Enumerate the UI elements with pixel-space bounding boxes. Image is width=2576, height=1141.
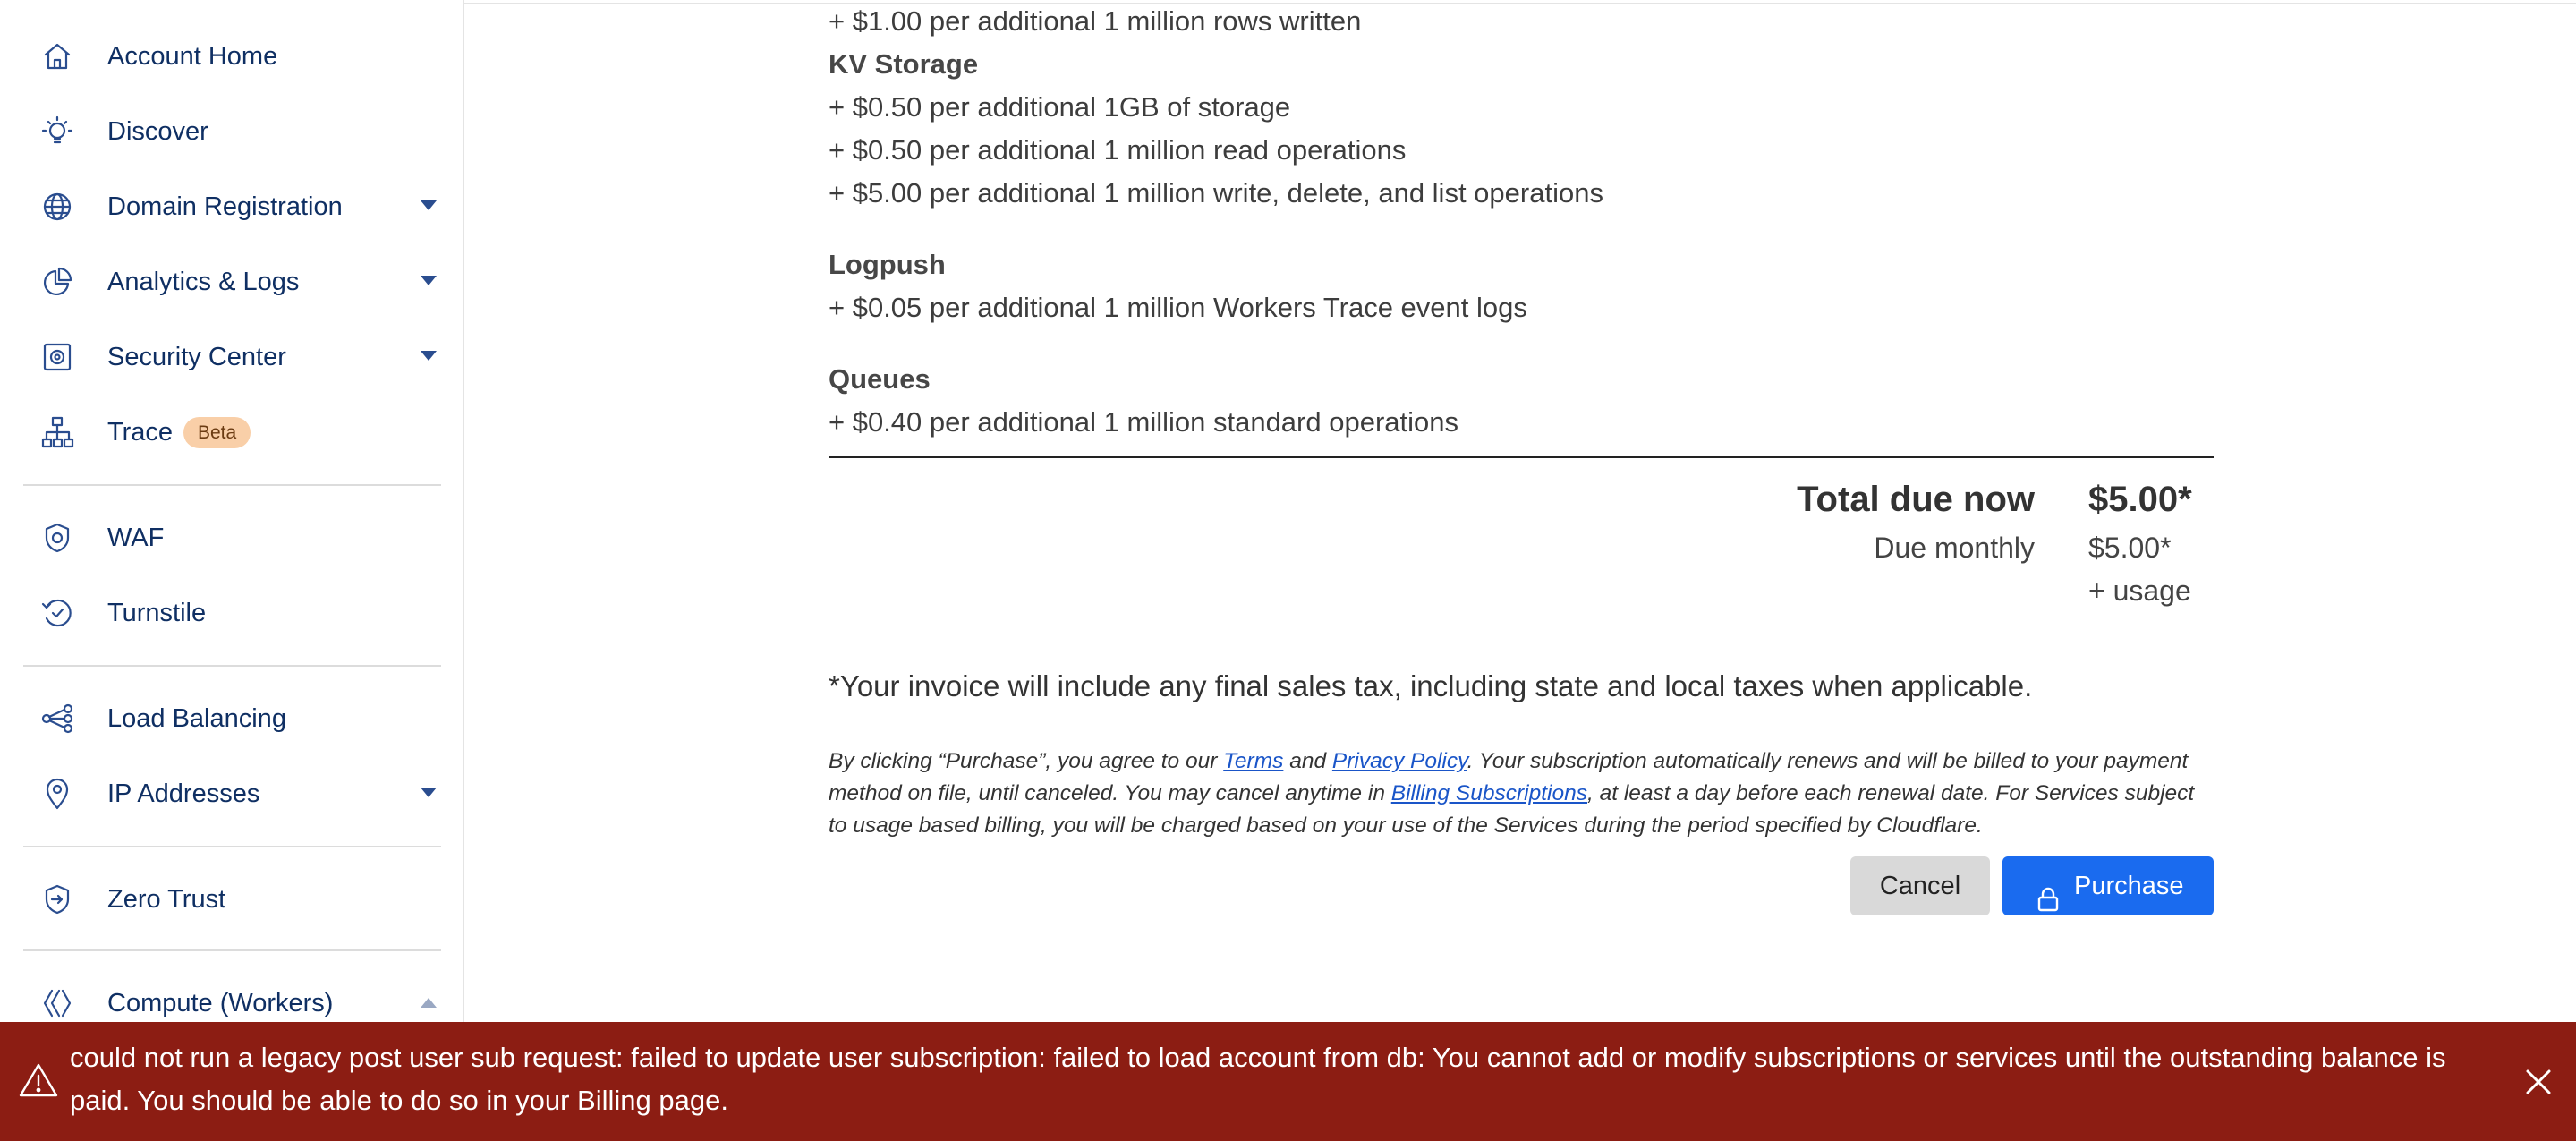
kv-read-price: + $0.50 per additional 1 million read operations [829,134,1407,166]
due-monthly-label: Due monthly [1874,532,2035,564]
sidebar-item-label: Security Center [107,343,286,371]
sidebar-item-domain-registration[interactable] [0,169,464,244]
sidebar-item-security-center[interactable] [0,319,464,395]
sidebar-divider [23,665,441,667]
sitemap-icon [39,414,75,450]
waf-shield-icon [39,520,75,556]
total-due-value: $5.00* [2088,480,2192,519]
sidebar-item-load-balancing[interactable] [0,681,464,756]
chevron-down-icon[interactable] [421,351,437,361]
logpush-price: + $0.05 per additional 1 million Workers Trace event logs [829,292,1527,323]
sidebar-item-label: Zero Trust [107,885,226,914]
legal-disclaimer [829,745,2215,842]
terms-link[interactable]: Terms [1223,749,1284,773]
chevron-down-icon[interactable] [421,276,437,285]
logpush-heading: Logpush [829,249,946,280]
privacy-policy-link[interactable]: Privacy Policy [1331,749,1467,773]
cancel-button[interactable]: Cancel [1850,856,1990,915]
legal-text: . Your subscription automatically renews and will be billed to your payment method on file, until canceled. You may cancel anytime in [829,749,2189,805]
tax-note: *Your invoice will include any final sales tax, including state and local taxes when applicable. [829,669,2033,702]
lock-icon [2036,874,2060,899]
sidebar-item-analytics-logs[interactable] [0,244,464,319]
sidebar [0,0,464,1141]
sidebar-item-label: Load Balancing [107,704,286,733]
beta-badge: Beta [183,417,251,448]
sidebar-item-label: WAF [107,524,165,552]
sidebar-item-label: Analytics & Logs [107,268,300,296]
sidebar-item-label: Domain Registration [107,192,343,221]
location-pin-icon [39,776,75,812]
billing-subscriptions-link[interactable]: Billing Subscriptions [1390,781,1587,805]
error-message: could not run a legacy post user sub request: failed to update user subscription: failed to load account from db: You cannot add or modify subscriptions or services until the outstanding balance is paid. You should be able to do so in your Billing page. [70,1042,2446,1116]
workers-icon [39,985,75,1021]
total-due-label: Total due now [1797,480,2035,519]
kv-storage-heading: KV Storage [829,48,979,80]
legal-text: and [1283,749,1332,773]
queues-heading: Queues [829,363,931,395]
sidebar-divider [23,846,441,847]
purchase-button-label: Purchase [2074,872,2184,900]
d1-rows-written-price: + $1.00 per additional 1 million rows written [829,5,1362,37]
chevron-down-icon[interactable] [421,200,437,210]
usage-note: + usage [2088,575,2191,607]
turnstile-icon [39,595,75,631]
error-banner [0,1022,2576,1141]
sidebar-item-label: Turnstile [107,599,207,627]
kv-storage-price: + $0.50 per additional 1GB of storage [829,91,1291,123]
due-monthly-value: $5.00* [2088,532,2172,564]
queues-price: + $0.40 per additional 1 million standard operations [829,406,1458,438]
sidebar-item-turnstile[interactable] [0,575,464,651]
purchase-button[interactable] [2002,856,2214,915]
totals-divider [829,456,2214,458]
sidebar-item-zero-trust[interactable] [0,862,464,937]
load-balancing-icon [39,701,75,737]
sidebar-item-label: Account Home [107,42,278,71]
sidebar-item-discover[interactable] [0,94,464,169]
sidebar-item-trace[interactable] [0,395,464,470]
warning-icon [18,1061,59,1099]
security-center-icon [39,339,75,375]
sidebar-item-label: Discover [107,117,208,146]
sidebar-divider [23,484,441,486]
sidebar-item-label: Trace [107,418,174,447]
sidebar-item-label: Compute (Workers) [107,989,334,1018]
lightbulb-icon [39,114,75,149]
globe-icon [39,189,75,225]
sidebar-item-waf[interactable] [0,500,464,575]
legal-text: , at least a day before each renewal date. For Services subject to usage based billing, you will be charged based on your use of the Services during the period specified by Cloudflare. [829,781,2195,838]
chevron-down-icon[interactable] [421,788,437,797]
legal-text: By clicking “Purchase”, you agree to our [829,749,1224,773]
pie-chart-icon [39,264,75,300]
sidebar-divider [23,949,441,951]
chevron-up-icon[interactable] [421,998,437,1008]
sidebar-item-label: IP Addresses [107,779,260,808]
zero-trust-icon [39,881,75,917]
close-icon[interactable] [2523,1067,2554,1097]
home-icon [39,38,75,74]
sidebar-item-account-home[interactable] [0,19,464,94]
kv-write-price: + $5.00 per additional 1 million write, delete, and list operations [829,177,1603,209]
sidebar-item-ip-addresses[interactable] [0,756,464,831]
